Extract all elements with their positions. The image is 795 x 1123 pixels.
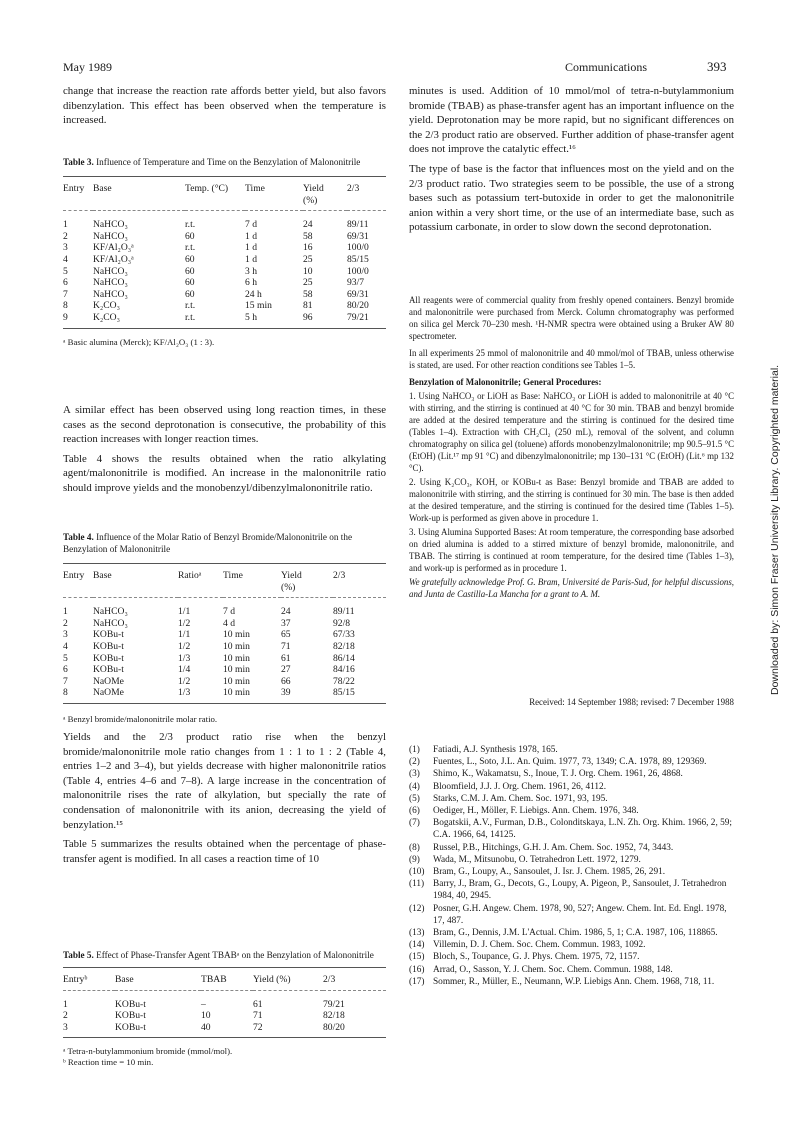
table-cell: 79/21: [347, 312, 386, 328]
table-cell: 1 d: [245, 253, 257, 265]
paragraph-reaction-times: A similar effect has been observed using long reaction times, in these cases as the second deprotonation is consecutive, the probability of this reaction increases with longer reaction times.: [63, 404, 386, 446]
experimental-reagents: All reagents were of commercial quality from freshly opened containers. Benzyl bromide and malononitrile were purchased from Merck. Column chromatography was performed on silica gel Merck 70–230 mesh. ¹H-NMR spectra were obtained using a Bruker AW 80 spectrometer.: [409, 295, 734, 341]
reference-number: (17): [409, 976, 425, 987]
table-cell: NaHCO₃: [93, 230, 128, 242]
reference-text: Oediger, H., Möller, F. Liebigs. Ann. Chem. 1976, 348.: [433, 806, 639, 817]
reference-item: [409, 939, 734, 951]
table-cell: 10 min: [223, 675, 250, 687]
table-cell: 7: [63, 288, 68, 300]
reference-number: (7): [409, 818, 420, 829]
right-column: [409, 84, 734, 235]
table-cell: KOBu-t: [93, 652, 124, 664]
table-cell: r.t.: [185, 312, 245, 328]
table-3-grid: [63, 183, 386, 329]
table-cell: 3 h: [245, 265, 257, 277]
table-cell: 10 min: [223, 664, 250, 676]
table-cell: 84/16: [333, 664, 355, 676]
table-cell: 80/20: [347, 300, 369, 312]
table-cell: 4 d: [223, 617, 235, 629]
table-cell: 10: [201, 1010, 211, 1022]
table-cell: 5: [63, 652, 68, 664]
reference-text: Shimo, K., Wakamatsu, S., Inoue, T. J. Org. Chem. 1961, 26, 4868.: [433, 769, 683, 780]
table-cell: 9: [63, 312, 93, 328]
table-cell: NaHCO₃: [93, 219, 128, 231]
reference-item: [409, 842, 734, 854]
reference-text: Fatiadi, A.J. Synthesis 1978, 165.: [433, 745, 558, 755]
table-row: [63, 641, 386, 653]
reference-text: Bloomfield, J.J. J. Org. Chem. 1961, 26, 4112.: [433, 781, 607, 792]
table-cell: 92/8: [333, 617, 351, 629]
table-row: [63, 242, 386, 254]
table-cell: 82/18: [333, 640, 355, 652]
table-row: [63, 687, 386, 703]
table-row: [63, 231, 386, 243]
table-5-header: TBAB: [201, 974, 253, 990]
table-cell: 1: [63, 998, 68, 1010]
reference-number: (13): [409, 928, 425, 939]
table-5-header: 2/3: [323, 974, 386, 990]
table-cell: 85/15: [347, 253, 369, 265]
table-row: [63, 1022, 386, 1038]
table-cell: 15 min: [245, 300, 272, 312]
table-cell: 5: [63, 265, 68, 277]
table-cell: 1/3: [178, 687, 223, 703]
table-row: [63, 1010, 386, 1022]
table-cell: NaHCO₃: [93, 606, 128, 618]
table-cell: 24: [303, 219, 313, 231]
reference-text: Sommer, R., Müller, E., Neumann, W.P. Liebigs Ann. Chem. 1968, 718, 11.: [433, 976, 715, 987]
reference-item: [409, 768, 734, 780]
table-cell: 79/21: [323, 998, 345, 1010]
table-cell: 3: [63, 242, 68, 254]
table-5-footnote-b: ᵇ Reaction time = 10 min.: [63, 1057, 154, 1068]
table-cell: 4: [63, 253, 68, 265]
reference-number: (11): [409, 879, 425, 890]
table-row: [63, 629, 386, 641]
table-4-header: Entry: [63, 570, 93, 598]
reference-number: (6): [409, 806, 420, 817]
table-row: [63, 211, 386, 231]
paragraph-tbab: minutes is used. Addition of 10 mmol/mol of tetra-n-butylammonium bromide (TBAB) as phase-transfer agent has an important influence on the yield. Deprotonation may be more rapid, but no significant differences on the 2/3 product ratio are observed. Further addition of phase-transfer agent does not improve the catalytic effect.¹⁶: [409, 85, 734, 156]
table-cell: 1/1: [178, 629, 191, 641]
table-cell: 60: [185, 230, 195, 242]
table-cell: 61: [281, 652, 291, 664]
table-4-header: Ratioᵃ: [178, 570, 223, 598]
table-cell: 10 min: [223, 640, 250, 652]
intro-paragraph: change that increase the reaction rate affords better yield, but also favors dibenzylation. This effect has been observed when the temperature is increased.: [63, 85, 386, 127]
reference-number: (4): [409, 781, 420, 792]
paragraph-mole-ratio: Yields and the 2/3 product ratio rise when the benzyl bromide/malononitrile mole ratio changes from 1 : 1 to 1 : 2 (Table 4, entries 1–2 and 3–4), but yields decrease with higher malononitrile ratios (Table 4, entries 4–6 and 7–8). A large increase in the concentration of malononitrile rises the rate of alkylation, but specially the rate of condensation of malononitrile with its anion, decreasing the yield of benzylation.¹⁵: [63, 731, 386, 831]
table-cell: 1/2: [178, 675, 191, 687]
table-cell: 67/33: [333, 629, 355, 641]
table-5-grid: [63, 974, 386, 1038]
reference-number: (8): [409, 842, 420, 853]
table-cell: 65: [281, 629, 291, 641]
table-3-header: 2/3: [347, 183, 386, 211]
table-cell: 96: [303, 312, 347, 328]
table-cell: NaHCO₃: [93, 288, 128, 300]
table-4-header: 2/3: [333, 570, 386, 598]
table-cell: 71: [253, 1010, 263, 1022]
table-3-caption: Table 3. Influence of Temperature and Time on the Benzylation of Malononitrile: [63, 157, 361, 167]
table-cell: 89/11: [333, 606, 355, 618]
running-date: May 1989: [63, 60, 112, 74]
table-4-header: Yield (%): [281, 570, 333, 598]
table-cell: 61: [253, 998, 263, 1010]
table-cell: 60: [185, 265, 195, 277]
table-cell: 6: [63, 664, 68, 676]
procedure-title: Benzylation of Malononitrile; General Procedures:: [409, 377, 602, 387]
table-row: [63, 277, 386, 289]
reference-text: Bram, G., Loupy, A., Sansoulet, J. Isr. J. Chem. 1985, 26, 291.: [433, 867, 666, 878]
table-cell: 58: [303, 288, 313, 300]
table-row: [63, 289, 386, 301]
reference-item: [409, 976, 734, 988]
reference-text: Russel, P.B., Hitchings, G.H. J. Am. Chem. Soc. 1952, 74, 3443.: [433, 842, 674, 853]
reference-item: [409, 781, 734, 793]
table-cell: 1 d: [245, 230, 257, 242]
table-cell: 1/4: [178, 664, 191, 676]
reference-number: (3): [409, 769, 420, 780]
table-cell: 8: [63, 687, 93, 703]
table-5-header: Base: [115, 974, 201, 990]
reference-number: (16): [409, 964, 425, 975]
table-3-header: Base: [93, 183, 185, 211]
reference-number: (15): [409, 952, 425, 963]
table-cell: 81: [303, 300, 313, 312]
left-body-2: [63, 730, 386, 866]
table-cell: 3: [63, 629, 68, 641]
table-cell: 10 min: [223, 687, 281, 703]
table-row: [63, 618, 386, 630]
table-cell: KOBu-t: [93, 640, 124, 652]
paragraph-table5-intro: Table 5 summarizes the results obtained when the percentage of phase-transfer agent is modified. In all cases a reaction time of 10: [63, 838, 386, 865]
experimental-conditions: In all experiments 25 mmol of malononitrile and 40 mmol/mol of TBAB, unless otherwise is stated, are used. For other reaction conditions see Tables 1–5.: [409, 348, 734, 370]
table-cell: 7 d: [245, 219, 257, 231]
reference-item: [409, 854, 734, 866]
table-cell: 10: [303, 265, 313, 277]
reference-text: Villemin, D. J. Chem. Soc. Chem. Commun. 1983, 1092.: [433, 940, 646, 951]
table-cell: 66: [281, 675, 291, 687]
table-cell: 60: [185, 277, 195, 289]
table-cell: 1/2: [178, 617, 191, 629]
table-cell: 37: [281, 617, 291, 629]
table-cell: 69/31: [347, 230, 369, 242]
table-cell: 100/0: [347, 265, 369, 277]
table-cell: 1: [63, 606, 68, 618]
table-row: [63, 653, 386, 665]
table-3-footnote: ᵃ Basic alumina (Merck); KF/Al₂O₃ (1 : 3).: [63, 336, 215, 347]
table-cell: 39: [281, 687, 333, 703]
table-3-header: Temp. (°C): [185, 183, 245, 211]
reference-number: (14): [409, 940, 425, 951]
reference-number: (1): [409, 745, 420, 755]
reference-text: Bogatskii, A.V., Furman, D.B., Colonditskaya, L.N. Zh. Org. Khim. 1966, 2, 59; C.A. 1966, 64, 14125.: [433, 818, 732, 841]
page-number: 393: [707, 59, 727, 74]
reference-item: [409, 903, 734, 927]
table-cell: K₂CO₃: [93, 312, 185, 328]
table-cell: 60: [185, 253, 195, 265]
table-cell: 78/22: [333, 675, 355, 687]
reference-item: [409, 964, 734, 976]
table-cell: 24 h: [245, 288, 262, 300]
reference-item: [409, 744, 734, 756]
reference-item: [409, 927, 734, 939]
table-cell: 82/18: [323, 1010, 345, 1022]
table-5-header: Yield (%): [253, 974, 323, 990]
table-row: [63, 598, 386, 618]
table-cell: r.t.: [185, 219, 196, 231]
table-cell: 85/15: [333, 687, 386, 703]
table-cell: 60: [185, 288, 195, 300]
reference-number: (9): [409, 854, 420, 865]
references-list: [409, 744, 734, 988]
table-row: [63, 990, 386, 1010]
table-cell: 58: [303, 230, 313, 242]
reference-text: Starks, C.M. J. Am. Chem. Soc. 1971, 93, 195.: [433, 793, 608, 804]
table-cell: 8: [63, 300, 68, 312]
acknowledgement: We gratefully acknowledge Prof. G. Bram, Université de Paris-Sud, for helpful discussions, and Junta de Castilla-La Mancha for a grant to A. M.: [409, 577, 734, 599]
table-4-grid: [63, 570, 386, 704]
table-cell: 100/0: [347, 242, 369, 254]
reference-item: [409, 805, 734, 817]
table-cell: 2: [63, 617, 68, 629]
table-cell: r.t.: [185, 242, 196, 254]
table-row: [63, 312, 386, 328]
procedure-3: 3. Using Alumina Supported Bases: At room temperature, the corresponding base adsorbed on dried alumina is added to a stirred mixture of benzyl bromide, malononitrile, and TBAB. The stirring is continued at room temperature, for the desired time (Tables 1–3), and work-up is performed as in procedure 1.: [409, 527, 734, 573]
table-cell: NaHCO₃: [93, 265, 128, 277]
download-notice: Downloaded by: Simon Fraser University Library. Copyrighted material.: [769, 364, 781, 695]
table-3-header: Yield (%): [303, 183, 347, 211]
table-cell: NaHCO₃: [93, 617, 128, 629]
reference-item: [409, 866, 734, 878]
table-cell: 86/14: [333, 652, 355, 664]
reference-number: (12): [409, 903, 425, 914]
table-cell: 1 d: [245, 242, 257, 254]
table-cell: 5 h: [245, 312, 303, 328]
table-3-header: Entry: [63, 183, 93, 211]
table-5: [63, 949, 386, 1068]
table-4-header: Base: [93, 570, 178, 598]
table-3: [63, 156, 386, 348]
table-4-footnote: ᵃ Benzyl bromide/malononitrile molar ratio.: [63, 713, 218, 724]
table-cell: KOBu-t: [115, 998, 146, 1010]
table-row: [63, 676, 386, 688]
journal-section: Communications: [565, 60, 647, 74]
reference-item: [409, 817, 734, 841]
table-5-caption: Table 5. Effect of Phase-Transfer Agent TBABᵃ on the Benzylation of Malononitrile: [63, 950, 374, 960]
table-cell: 24: [281, 606, 291, 618]
table-cell: 27: [281, 664, 291, 676]
table-cell: KOBu-t: [93, 629, 124, 641]
table-5-footnote-a: ᵃ Tetra-n-butylammonium bromide (mmol/mol).: [63, 1046, 233, 1057]
table-cell: 80/20: [323, 1022, 386, 1038]
table-row: [63, 664, 386, 676]
table-cell: KOBu-t: [93, 664, 124, 676]
table-cell: 1/1: [178, 606, 191, 618]
reference-text: Barry, J., Bram, G., Decots, G., Loupy, A. Pigeon, P., Sansoulet, J. Tetrahedron 1984, 40, 2945.: [433, 879, 727, 902]
table-3-header: Time: [245, 183, 303, 211]
table-cell: 16: [303, 242, 313, 254]
table-cell: 2: [63, 230, 68, 242]
table-cell: r.t.: [185, 300, 196, 312]
table-cell: 1/2: [178, 640, 191, 652]
table-cell: 3: [63, 1022, 115, 1038]
left-body-1: [63, 403, 386, 496]
reference-text: Bloch, S., Toupance, G. J. Phys. Chem. 1975, 72, 1157.: [433, 952, 640, 963]
table-cell: 93/7: [347, 277, 365, 289]
table-cell: 7 d: [223, 606, 235, 618]
procedure-1: 1. Using NaHCO₃ or LiOH as Base: NaHCO₃ or LiOH is added to malononitrile at 40 °C with stirring, and the stirring is continued at 40 °C for 30 min. TBAB and benzyl bromide are added at the desired temperature and the stirring is continued for the desired time (Tables 1–4). Extraction with CH₂Cl₂ (250 mL), removal of the solvent, and column chromatography on silica gel (toluene) affords monobenzylmalononitrile; mp 90.5–91.5 °C (EtOH) (Lit.¹⁷ mp 91 °C) and dibenzylmalononitrile; mp 130–131 °C (EtOH) (Lit.⁶ mp 132 °C).: [409, 391, 734, 473]
table-cell: NaOMe: [93, 675, 124, 687]
table-row: [63, 300, 386, 312]
table-cell: KF/Al₂O₃ᵃ: [93, 253, 134, 265]
table-cell: K₂CO₃: [93, 300, 120, 312]
reference-item: [409, 951, 734, 963]
table-cell: 4: [63, 640, 68, 652]
table-cell: 25: [303, 277, 313, 289]
reference-item: [409, 756, 734, 768]
table-cell: 71: [281, 640, 291, 652]
table-cell: 69/31: [347, 288, 369, 300]
table-cell: 7: [63, 675, 68, 687]
reference-number: (10): [409, 867, 425, 878]
reference-text: Wada, M., Mitsunobu, O. Tetrahedron Lett. 1972, 1279.: [433, 854, 641, 865]
table-cell: 2: [63, 1010, 68, 1022]
table-cell: 6: [63, 277, 68, 289]
table-cell: 10 min: [223, 629, 250, 641]
table-cell: KOBu-t: [115, 1010, 146, 1022]
reference-text: Posner, G.H. Angew. Chem. 1978, 90, 527; Angew. Chem. Int. Ed. Engl. 1978, 17, 487.: [433, 903, 727, 926]
table-cell: 10 min: [223, 652, 250, 664]
reference-item: [409, 793, 734, 805]
experimental-section: [409, 294, 734, 602]
paragraph-base-type: The type of base is the factor that influences most on the yield and on the 2/3 product ratio. Two strategies seem to be possible, the use of a strong bases such as potassium tert-butoxide in order to get the malononitrile anion within a very short time, or the use of an intermediate base, such as potassium carbonate, in order to slow down the second deprotonation.: [409, 162, 734, 234]
table-cell: 72: [253, 1022, 323, 1038]
table-cell: 6 h: [245, 277, 257, 289]
table-5-header: Entryᵇ: [63, 974, 115, 990]
left-column: [63, 84, 386, 128]
reference-item: [409, 878, 734, 902]
reference-number: (2): [409, 757, 420, 768]
table-cell: 1/3: [178, 652, 191, 664]
table-cell: 1: [63, 219, 68, 231]
table-row: [63, 266, 386, 278]
reference-text: Fuentes, L., Soto, J.L. An. Quim. 1977, 73, 1349; C.A. 1978, 89, 129369.: [433, 757, 707, 768]
table-4: [63, 531, 386, 725]
table-cell: NaHCO₃: [93, 277, 128, 289]
procedure-2: 2. Using K₂CO₃, KOH, or KOBu-t as Base: Benzyl bromide and TBAB are added to malononitrile with stirring, and the stirring is continued for 30 min. The base is then added at the desired temperature, and the stirring is continued for the desired time (Tables 1–5). Work-up is performed as given above in procedure 1.: [409, 477, 734, 523]
table-cell: –: [201, 998, 206, 1010]
paragraph-table4-intro: Table 4 shows the results obtained when the ratio alkylating agent/malononitrile is modified. An increase in the malononitrile ratio should improve yields and the monobenzyl/dibenzylmalononitrile ratio.: [63, 452, 386, 494]
table-4-caption: Table 4. Influence of the Molar Ratio of Benzyl Bromide/Malononitrile on the Benzylation of Malononitrile: [63, 532, 353, 554]
table-cell: 25: [303, 253, 313, 265]
table-cell: NaOMe: [93, 687, 178, 703]
reference-text: Arrad, O., Sasson, Y. J. Chem. Soc. Chem. Commun. 1988, 148.: [433, 964, 673, 975]
table-cell: KF/Al₂O₃ᵃ: [93, 242, 134, 254]
reference-text: Bram, G., Dennis, J.M. L'Actual. Chim. 1986, 5, 1; C.A. 1987, 106, 118865.: [433, 928, 718, 939]
table-cell: KOBu-t: [115, 1022, 201, 1038]
table-row: [63, 254, 386, 266]
received-dates: Received: 14 September 1988; revised: 7 December 1988: [529, 697, 734, 707]
table-cell: 40: [201, 1022, 253, 1038]
table-cell: 89/11: [347, 219, 369, 231]
table-4-header: Time: [223, 570, 281, 598]
reference-number: (5): [409, 793, 420, 804]
